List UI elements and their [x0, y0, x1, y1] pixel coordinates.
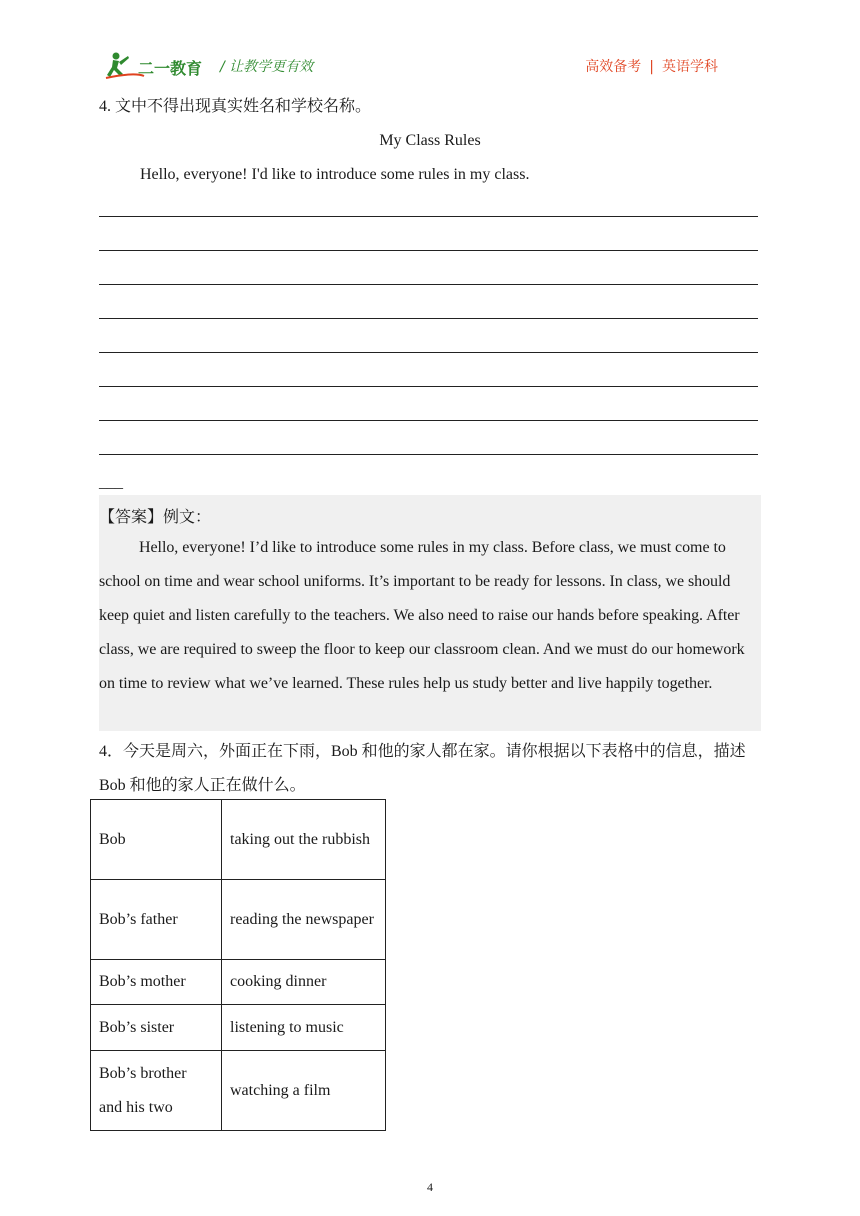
essay-title: My Class Rules	[379, 132, 481, 149]
family-activity-table	[90, 799, 386, 1131]
table-row	[91, 880, 386, 960]
header-subject	[585, 56, 718, 76]
writing-line	[99, 318, 758, 319]
header-slogan: / 让教学更有效	[220, 59, 314, 75]
table-row	[91, 800, 386, 880]
question-4: 4．今天是周六，外面正在下雨，Bob 和他的家人都在家。请你根据以下表格中的信息，描述 Bob 和他的家人正在做什么。	[99, 743, 746, 794]
table-row	[91, 1005, 386, 1051]
writing-line	[99, 420, 758, 421]
page-header	[100, 46, 760, 82]
header-tagline: 高效备考	[585, 59, 642, 75]
answer-text: Hello, everyone! I’d like to introduce some rules in my class. Before class, we must come to school on time and wear school uniforms. It’s important to be ready for lessons. In class, we should keep quiet and listen carefully to the teachers. We also need to raise our hands before speaking. After class, we are required to sweep the floor to keep our classroom clean. And we must do our homework on time to review what we’ve learned. These rules help us study better and live happily together.	[99, 539, 745, 692]
table-row	[91, 1051, 386, 1131]
writing-line	[99, 352, 758, 353]
writing-line	[99, 216, 758, 217]
writing-line	[99, 284, 758, 285]
page-number: 4	[427, 1180, 433, 1194]
header-separator: |	[649, 59, 654, 75]
writing-line	[99, 386, 758, 387]
person-cell: Bob’s mother	[91, 960, 222, 1005]
activity-cell: listening to music	[222, 1005, 386, 1051]
activity-cell: reading the newspaper	[222, 880, 386, 960]
brand-logo	[104, 50, 214, 82]
activity-cell: cooking dinner	[222, 960, 386, 1005]
header-subject-label: 英语学科	[662, 59, 718, 75]
person-cell: Bob’s father	[91, 880, 222, 960]
writing-line	[99, 250, 758, 251]
activity-cell: watching a film	[222, 1051, 386, 1131]
answer-label: 【答案】例文：	[99, 509, 212, 526]
person-cell: Bob’s brother and his two	[91, 1051, 222, 1131]
essay-opening: Hello, everyone! I'd like to introduce some rules in my class.	[140, 166, 530, 183]
writing-line-tail: ___	[99, 474, 123, 491]
writing-line	[99, 454, 758, 455]
answer-box	[99, 495, 761, 731]
svg-text:二一教育: 二一教育	[138, 59, 203, 78]
table-row	[91, 960, 386, 1005]
person-cell: Bob’s sister	[91, 1005, 222, 1051]
person-cell: Bob	[91, 800, 222, 880]
activity-cell: taking out the rubbish	[222, 800, 386, 880]
requirement-4: 4. 文中不得出现真实姓名和学校名称。	[99, 98, 372, 115]
